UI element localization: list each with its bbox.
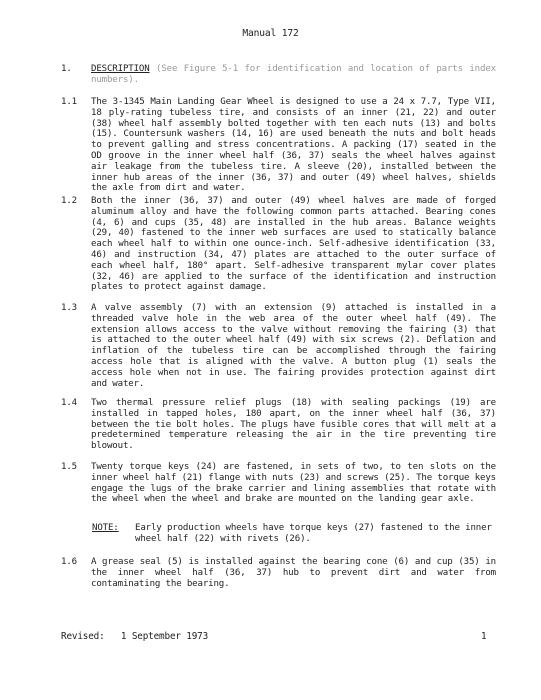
section-text (91, 64, 502, 86)
section-text: Twenty torque keys (24) are fastened, in sets of two, to ten slots on the inner wheel half (21) flange with nuts (23) and screws (25). The torque keys engage the lugs of the brake carrier and lining assemblies that rotate with the wheel when the wheel and brake are mounted on the landing gear axle. (91, 462, 502, 505)
note-text: Early production wheels have torque keys (27) fastened to the inner wheel half (22) with rivets (26). (135, 523, 492, 544)
revision-date: Revised: 1 September 1973 (61, 631, 209, 642)
section-number: 1.3 (61, 303, 77, 313)
section-number: 1.4 (61, 398, 77, 408)
section-text: A grease seal (5) is installed against the bearing cone (6) and cup (35) in the inner wheel half (36, 37) hub to prevent dirt and water from contaminating the bearing. (91, 557, 502, 589)
section-number: 1.6 (61, 557, 77, 567)
section-intro: (See Figure 5-1 for identification and location of parts index numbers). (91, 64, 502, 85)
section-heading: DESCRIPTION (91, 64, 150, 74)
section-text: Both the inner (36, 37) and outer (49) wheel halves are made of forged aluminum alloy and have the following common parts attached. Bearing cones (4, 6) and cups (35, 48) are installed in the hub areas. Balance weights (29, 40) fastened to the inner web surfaces are used to statically balance each wheel half to within one ounce-inch. Self-adhesive identification (33, 46) and instruction (34, 47) plates are attached to the outer surface of each wheel half, 180° apart. Self-adhesive transparent mylar cover plates (32, 46) are applied to the surface of the identification and instruction plates to protect against damage. (91, 196, 502, 293)
page-number: 1 (481, 631, 487, 642)
section-text: A valve assembly (7) with an extension (9) attached is installed in a threaded valve hole in the web area of the outer wheel half (49). The extension allows access to the valve without removing the fairing (3) that is attached to the outer wheel half (49) with six screws (2). Deflation and inflation of the tubeless tire can be accomplished through the fairing access hole that is aligned with the valve. A button plug (1) seals the access hole when not in use. The fairing provides protection against dirt and water. (91, 303, 502, 389)
section-text: Two thermal pressure relief plugs (18) with sealing packings (19) are installed in tapped holes, 180 apart, on the inner wheel half (36, 37) between the tie bolt holes. The plugs have fusible cores that will melt at a predetermined temperature releasing the air in the tire preventing tire blowout. (91, 398, 502, 452)
section-number: 1.1 (61, 97, 77, 107)
section-number: 1. (61, 64, 72, 74)
section-number: 1.2 (61, 196, 77, 206)
page-title: Manual 172 (242, 28, 299, 39)
section-text: The 3-1345 Main Landing Gear Wheel is designed to use a 24 x 7.7, Type VII, 18 ply-rating tubeless tire, and consists of an inner (21, 22) and outer (38) wheel half assembly bolted together with ten each nuts (13) and bolts (15). Countersunk washers (14, 16) are used beneath the nuts and bolt heads to prevent galling and stress concentrations. A packing (17) seated in the OD groove in the inner wheel half (36, 37) seals the wheel halves against air leakage from the tubeless tire. A sleeve (20), installed between the inner hub areas of the inner (36, 37) and outer (49) wheel halves, shields the axle from dirt and water. (91, 97, 502, 194)
section-number: 1.5 (61, 462, 77, 472)
note-label: NOTE: (92, 523, 119, 533)
